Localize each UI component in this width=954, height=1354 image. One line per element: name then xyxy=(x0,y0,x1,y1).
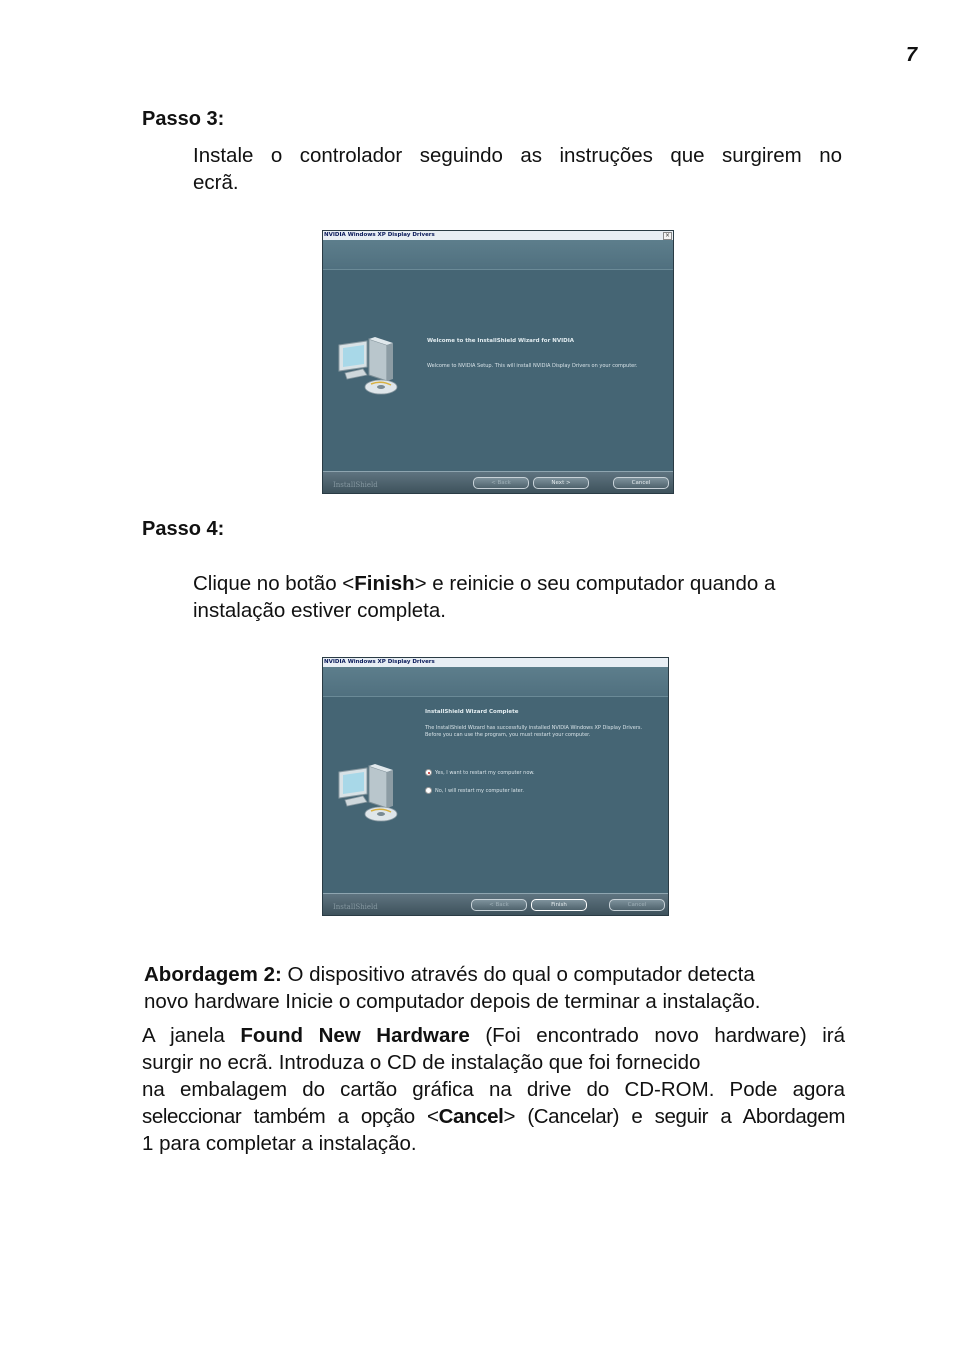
found-line-5: 1 para completar a instalação. xyxy=(142,1132,417,1155)
restart-now-label: Yes, I want to restart my computer now. xyxy=(435,770,535,776)
restart-later-label: No, I will restart my computer later. xyxy=(435,788,524,794)
found-line-3: na embalagem do cartão gráfica na drive do CD-ROM. Pode agora xyxy=(142,1078,845,1101)
step4-line-1 xyxy=(193,570,853,597)
radio-unchecked-icon[interactable] xyxy=(425,787,432,794)
step3-paragraph xyxy=(193,142,842,196)
radio-checked-icon[interactable] xyxy=(425,769,432,776)
dialog-footer xyxy=(323,471,673,493)
approach2-paragraph xyxy=(144,961,844,1015)
found-line-1 xyxy=(142,1022,845,1049)
step3-line-2: ecrã. xyxy=(193,171,239,194)
dialog-header-band xyxy=(323,667,668,697)
found-line-4-start: seleccionar também a opção < xyxy=(142,1105,439,1128)
cancel-button[interactable]: Cancel xyxy=(613,477,669,489)
step3-line-1: Instale o controlador seguindo as instruções que surgirem no xyxy=(193,144,842,167)
found-new-hardware-keyword: Found New Hardware xyxy=(240,1024,470,1047)
back-button[interactable]: < Back xyxy=(471,899,527,911)
step3-heading: Passo 3: xyxy=(142,108,225,130)
step4-line-2: instalação estiver completa. xyxy=(193,599,446,622)
step4-heading: Passo 4: xyxy=(142,518,225,540)
installshield-brand: InstallShield xyxy=(333,481,378,489)
found-line-2: surgir no ecrã. Introduza o CD de instalação que foi fornecido xyxy=(142,1051,701,1074)
dialog-header-band xyxy=(323,240,673,270)
approach2-line-1-text: O dispositivo através do qual o computador detecta xyxy=(281,963,755,986)
dialog-body-text: Welcome to NVIDIA Setup. This will install NVIDIA Display Drivers on your computer. xyxy=(427,363,638,369)
approach2-line-2: novo hardware Inicie o computador depois de terminar a instalação. xyxy=(144,990,761,1013)
back-button[interactable]: < Back xyxy=(473,477,529,489)
finish-button[interactable]: Finish xyxy=(531,899,587,911)
cancel-button[interactable]: Cancel xyxy=(609,899,665,911)
found-line-1-end: (Foi encontrado novo hardware) irá xyxy=(469,1024,846,1047)
finish-keyword: Finish xyxy=(354,572,415,595)
approach2-label: Abordagem 2: xyxy=(144,963,282,986)
dialog-heading: InstallShield Wizard Complete xyxy=(425,709,519,715)
step4-paragraph xyxy=(193,570,853,624)
next-button[interactable]: Next > xyxy=(533,477,589,489)
cancel-keyword: Cancel xyxy=(438,1105,504,1128)
restart-now-radio[interactable] xyxy=(425,769,535,776)
found-line-4 xyxy=(142,1103,845,1130)
restart-later-radio[interactable] xyxy=(425,787,524,794)
close-icon[interactable]: × xyxy=(664,232,671,239)
dialog-footer xyxy=(323,893,668,915)
dialog-title: NVIDIA Windows XP Display Drivers xyxy=(324,659,435,665)
computer-cd-icon xyxy=(335,335,399,397)
page-number: 7 xyxy=(906,44,918,66)
installshield-brand: InstallShield xyxy=(333,903,378,911)
computer-cd-icon xyxy=(335,762,399,824)
step4-line-1-start: Clique no botão < xyxy=(193,572,355,595)
dialog-body-text: The InstallShield Wizard has successfully installed NVIDIA Windows XP Display Drivers. Before you can use the program, you must restart your computer. xyxy=(425,725,643,738)
approach2-line-1 xyxy=(144,961,844,988)
found-line-1-start: A janela xyxy=(142,1024,241,1047)
found-line-4-end: > (Cancelar) e seguir a Abordagem xyxy=(503,1105,845,1128)
step4-line-1-end: > e reinicie o seu computador quando a xyxy=(414,572,776,595)
dialog-title: NVIDIA Windows XP Display Drivers xyxy=(324,232,435,238)
found-hardware-paragraph xyxy=(142,1022,845,1157)
installer-welcome-dialog xyxy=(322,230,674,494)
installer-complete-dialog xyxy=(322,657,669,916)
dialog-heading: Welcome to the InstallShield Wizard for NVIDIA xyxy=(427,338,574,344)
